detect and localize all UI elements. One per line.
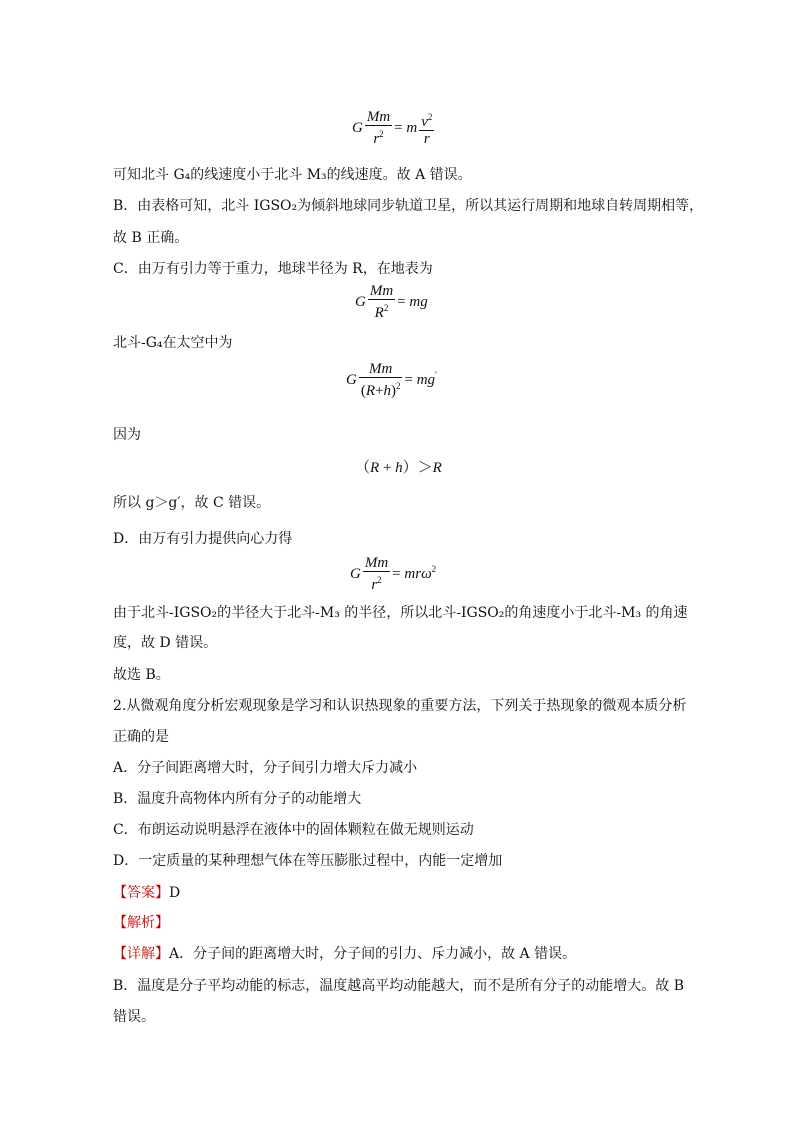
text-line: 故选 B。 bbox=[113, 667, 170, 683]
text-line: 因为 bbox=[113, 427, 141, 443]
equation-circular-velocity: G $\frac{Mm}{r^2}$ = m $\frac{v^2}{r}$ bbox=[352, 109, 433, 147]
equation-inequality: （R + h）＞R bbox=[355, 460, 442, 476]
text-line: D．由万有引力提供向心力得 bbox=[113, 531, 293, 547]
option-b: B．温度升高物体内所有分子的动能增大 bbox=[113, 791, 362, 807]
text-line: 由于北斗-IGSO₂的半径大于北斗-M₃ 的半径，所以北斗-IGSO₂的角速度小于北斗-M₃ 的角速 bbox=[113, 605, 688, 621]
equation-surface-gravity: G $\frac{Mm}{R^2}$ = mg bbox=[355, 283, 428, 321]
question-stem: 正确的是 bbox=[113, 729, 169, 745]
text-line: 故 B 正确。 bbox=[113, 230, 189, 246]
equation-orbit-gravity: G $\frac{Mm}{(R+h)^2}$ = mg′ bbox=[346, 361, 438, 399]
text-line: B．由表格可知，北斗 IGSO₂为倾斜地球同步轨道卫星，所以其运行周期和地球自转周期相等， bbox=[113, 198, 704, 214]
text-line: 北斗-G₄在太空中为 bbox=[113, 335, 233, 351]
detail-line bbox=[113, 944, 576, 964]
text-line: 可知北斗 G₄的线速度小于北斗 M₃的线速度。故 A 错误。 bbox=[113, 167, 472, 183]
text-line: C．由万有引力等于重力，地球半径为 R，在地表为 bbox=[113, 261, 433, 277]
analysis-tag: 【解析】 bbox=[113, 915, 169, 931]
option-a: A．分子间距离增大时，分子间引力增大斥力减小 bbox=[113, 760, 418, 776]
text-line: B．温度是分子平均动能的标志，温度越高平均动能越大，而不是所有分子的动能增大。故 B bbox=[113, 978, 685, 994]
equation-angular-velocity: G $\frac{Mm}{r^2}$ = mrω$^2$ bbox=[350, 555, 437, 593]
detail-tag: 【详解】 bbox=[113, 946, 169, 962]
answer-tag: 【答案】 bbox=[113, 885, 169, 901]
option-d: D．一定质量的某种理想气体在等压膨胀过程中，内能一定增加 bbox=[113, 853, 503, 869]
analysis-tag-line bbox=[113, 913, 169, 933]
text-line: 错误。 bbox=[113, 1009, 155, 1025]
detail-text: A．分子间的距离增大时，分子间的引力、斥力减小，故 A 错误。 bbox=[169, 946, 577, 962]
answer-line bbox=[113, 883, 180, 903]
answer-value: D bbox=[169, 885, 181, 901]
text-line: 度，故 D 错误。 bbox=[113, 635, 218, 651]
option-c: C．布朗运动说明悬浮在液体中的固体颗粒在做无规则运动 bbox=[113, 822, 474, 838]
question-stem: 2.从微观角度分析宏观现象是学习和认识热现象的重要方法，下列关于热现象的微观本质分析 bbox=[113, 698, 687, 714]
text-line: 所以 g＞g′，故 C 错误。 bbox=[113, 495, 271, 511]
